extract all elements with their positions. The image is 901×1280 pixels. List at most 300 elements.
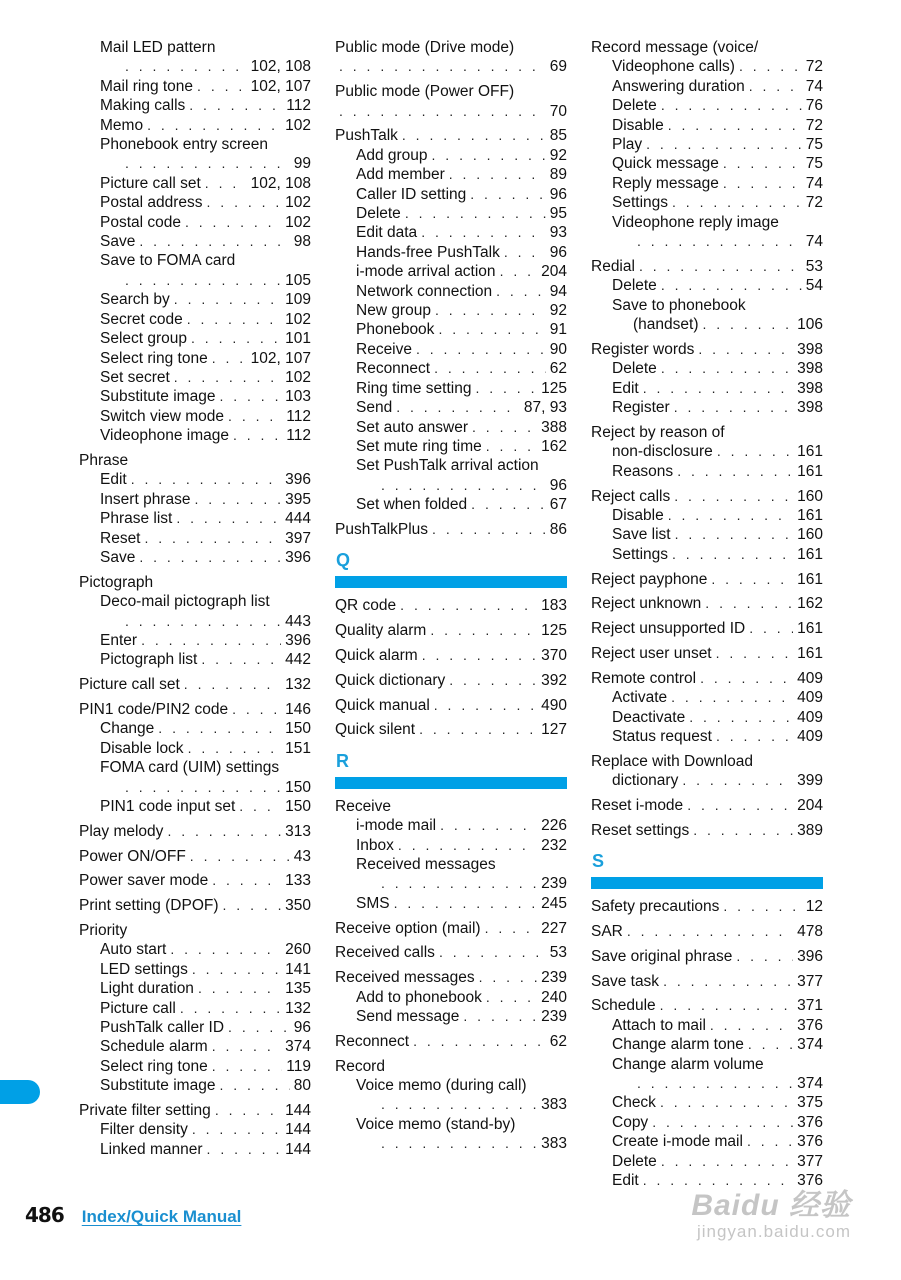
page-reference: 161 [797,506,823,524]
dot-leader [747,1132,793,1151]
index-entry [335,1032,567,1051]
index-entry [591,487,823,565]
index-term: Save to FOMA card [100,252,236,270]
index-subentry [591,1093,823,1112]
dot-leader [660,996,793,1015]
index-term: Activate [612,689,668,707]
index-subentry [79,116,311,135]
index-line [335,379,567,398]
index-line [591,296,823,315]
page-reference: 101 [285,330,311,348]
index-subentry [591,296,823,335]
index-line [79,387,311,406]
index-term: Deco-mail pictograph list [100,593,270,611]
index-term: Edit data [356,224,418,242]
index-line [591,771,823,790]
index-line [591,1055,823,1074]
index-line [335,320,567,339]
dot-leader [668,116,802,135]
dot-leader [141,631,281,650]
index-entry [79,896,311,915]
dot-leader [215,1101,281,1120]
index-line [335,1134,567,1153]
dot-leader [207,193,282,212]
index-entry [335,38,567,77]
dot-leader [687,796,793,815]
page-reference: 135 [285,980,311,998]
index-subentry [79,232,311,251]
section-letter: R [336,750,349,771]
index-line [79,650,311,669]
index-term: Postal address [100,194,203,212]
dot-leader [639,257,802,276]
page-reference: 102 [285,213,311,231]
index-line [591,1132,823,1151]
page-reference: 146 [285,700,311,718]
index-term: Edit [100,471,127,489]
index-line [335,476,567,495]
page-reference: 377 [797,1152,823,1170]
index-line [335,696,567,715]
page-reference: 96 [549,185,567,203]
index-subentry [591,276,823,295]
index-line [335,282,567,301]
index-term: non-disclosure [612,443,713,461]
index-subentry [79,1018,311,1037]
index-subentry [335,262,567,281]
index-subentry [79,1076,311,1095]
page-reference: 388 [541,418,567,436]
index-subentry [591,213,823,252]
index-subentry [591,525,823,544]
page-reference: 85 [549,127,567,145]
index-term: New group [356,302,431,320]
dot-leader [405,204,546,223]
page-reference: 87, 93 [523,399,567,417]
dot-leader [668,506,793,525]
dot-leader [192,1120,281,1139]
index-subentry [591,193,823,212]
index-term: Postal code [100,213,181,231]
dot-leader [398,836,537,855]
index-line [335,621,567,640]
page-reference: 376 [797,1171,823,1189]
index-term: Reasons [612,462,674,480]
watermark [691,1180,851,1242]
index-subentry [591,1035,823,1054]
index-line [335,146,567,165]
dot-leader [716,727,793,746]
dot-leader [381,1095,537,1114]
index-line [591,38,823,57]
index-term: Register words [591,340,695,358]
index-entry [591,340,823,418]
index-term: Reset settings [591,821,690,839]
index-term: Add group [356,146,428,164]
dot-leader [702,315,793,334]
index-term: Light duration [100,980,194,998]
index-term: dictionary [612,772,679,790]
index-subentry [79,96,311,115]
dot-leader [197,77,247,96]
index-line [79,960,311,979]
page-reference: 103 [285,388,311,406]
index-subentry [335,320,567,339]
index-line [335,82,567,101]
index-line [591,57,823,76]
index-term: Picture call [100,999,176,1017]
page-reference: 204 [541,263,567,281]
dot-leader [212,1057,283,1076]
index-line [591,1093,823,1112]
index-line [79,631,311,650]
index-entry [335,720,567,739]
page-reference: 112 [286,97,311,115]
index-subentry [79,719,311,738]
index-line [591,96,823,115]
dot-leader [674,398,793,417]
index-term: Set when folded [356,496,468,514]
page-reference: 67 [549,496,567,514]
dot-leader [449,671,537,690]
index-term: Quick manual [335,696,430,714]
index-subentry [79,77,311,96]
dot-leader [219,387,281,406]
index-subentry [79,509,311,528]
index-term: Disable lock [100,739,184,757]
dot-leader [643,379,793,398]
index-line [591,594,823,613]
page-reference: 102, 107 [250,349,311,367]
page-reference: 374 [797,1036,823,1054]
page-reference: 239 [541,969,567,987]
index-term: Videophone calls) [612,58,735,76]
index-term: Delete [612,97,657,115]
index-term: Phrase list [100,510,173,528]
index-term: Redial [591,257,635,275]
page-reference: 12 [805,898,823,916]
dot-leader [125,778,281,797]
section-letter: S [592,851,605,872]
dot-leader [219,1076,289,1095]
dot-leader [652,1113,793,1132]
index-subentry [591,1152,823,1171]
side-tab-marker [0,1080,40,1104]
index-term: Register [612,399,670,417]
index-line [79,979,311,998]
index-line [335,418,567,437]
page-reference: 102, 107 [250,77,311,95]
index-term: Phonebook entry screen [100,136,269,154]
page-reference: 409 [797,727,823,745]
index-term: QR code [335,597,397,615]
index-line [591,996,823,1015]
index-subentry [79,592,311,631]
index-term: Change alarm tone [612,1036,744,1054]
section-header-r [335,751,567,789]
page-reference: 409 [797,669,823,687]
index-term: Replace with Download [591,752,753,770]
index-column-1 [79,38,311,1159]
dot-leader [394,894,538,913]
index-entry [335,520,567,539]
index-line [335,816,567,835]
page-reference: 398 [797,360,823,378]
section-title-link[interactable]: Index/Quick Manual [81,1207,242,1226]
dot-leader [449,165,546,184]
index-line [335,359,567,378]
page-reference: 74 [805,233,823,251]
index-term: Substitute image [100,1077,216,1095]
index-term: Receive [356,340,412,358]
index-term: Search by [100,291,170,309]
dot-leader [187,310,281,329]
index-line [79,592,311,611]
dot-leader [158,719,281,738]
section-bar [591,877,823,889]
index-subentry [591,135,823,154]
dot-leader [698,340,793,359]
index-subentry [79,470,311,489]
index-line [335,204,567,223]
index-term: Pictograph [79,573,154,591]
index-term: Save task [591,972,660,990]
index-term: Videophone image [100,427,229,445]
index-term: PIN1 code input set [100,798,236,815]
index-line [591,379,823,398]
index-term: Phrase [79,451,129,469]
index-line [79,193,311,212]
dot-leader [185,213,281,232]
section-header-s [591,851,823,889]
dot-leader [381,476,546,495]
index-entry [591,972,823,991]
index-line [335,262,567,281]
page-reference: 150 [285,778,311,796]
dot-leader [463,1007,537,1026]
index-line [591,77,823,96]
page-reference: 377 [797,972,823,990]
page-number: 486 [25,1203,64,1227]
dot-leader [716,644,794,663]
index-line [335,38,567,57]
dot-leader [496,282,546,301]
index-term: Send message [356,1007,460,1025]
index-subentry [335,1007,567,1026]
index-term: Received calls [335,944,435,962]
index-term: Save list [612,526,671,544]
index-term: Inbox [356,836,394,854]
index-entry [335,943,567,962]
page-reference: 490 [541,696,567,714]
index-line [591,947,823,966]
page-reference: 239 [541,875,567,893]
index-entry [79,675,311,694]
index-line [79,213,311,232]
index-line [335,165,567,184]
page-reference: 96 [549,476,567,494]
index-line [79,96,311,115]
index-term: Ring time setting [356,379,472,397]
index-line [335,943,567,962]
dot-leader [381,1134,537,1153]
dot-leader [627,922,793,941]
index-line [335,720,567,739]
dot-leader [212,1037,281,1056]
index-term: Set mute ring time [356,437,482,455]
index-line [335,243,567,262]
index-term: Priority [79,921,128,939]
index-line [79,719,311,738]
index-subentry [591,708,823,727]
dot-leader [125,271,281,290]
index-entry [79,921,311,1096]
page-reference: 109 [285,291,311,309]
index-subentry [591,96,823,115]
index-term: i-mode mail [356,817,437,835]
index-line [79,232,311,251]
index-term: Voice memo (during call) [356,1076,527,1094]
dot-leader [191,329,281,348]
page-reference: 376 [797,1133,823,1151]
index-term: Picture call set [100,174,201,192]
page-reference: 106 [797,316,823,334]
page-reference: 183 [541,597,567,615]
page-reference: 99 [293,155,311,173]
index-subentry [591,77,823,96]
index-line [335,102,567,121]
index-term: Power saver mode [79,872,209,890]
index-subentry [335,340,567,359]
index-subentry [335,988,567,1007]
index-line [591,619,823,638]
dot-leader [207,1140,282,1159]
index-subentry [335,185,567,204]
page-reference: 102, 108 [250,58,311,76]
page-reference: 102 [285,116,311,134]
index-entry [335,646,567,665]
index-entry [335,126,567,514]
index-term: Reject calls [591,487,671,505]
index-line [79,797,311,816]
index-subentry [79,529,311,548]
index-term: Public mode (Power OFF) [335,83,515,101]
index-line [79,271,311,290]
index-line [79,1140,311,1159]
dot-leader [223,896,282,915]
index-line [79,758,311,777]
index-entry [591,619,823,638]
page-reference: 74 [805,174,823,192]
dot-leader [422,646,537,665]
dot-leader [201,650,281,669]
index-subentry [79,940,311,959]
page-reference: 399 [797,772,823,790]
index-line [335,495,567,514]
index-line [591,340,823,359]
index-subentry [335,1076,567,1115]
page-reference: 96 [549,243,567,261]
index-entry [591,570,823,589]
index-subentry [335,437,567,456]
index-line [79,509,311,528]
dot-leader [682,771,793,790]
index-entry [591,821,823,840]
index-subentry [79,999,311,1018]
dot-leader [672,193,802,212]
index-subentry [335,456,567,495]
dot-leader [485,919,538,938]
dot-leader [710,1016,793,1035]
page-reference: 95 [549,205,567,223]
page-reference: 161 [797,443,823,461]
page-reference: 245 [541,894,567,912]
index-subentry [79,548,311,567]
index-subentry [335,301,567,320]
page-reference: 92 [549,302,567,320]
index-term: PushTalk caller ID [100,1019,225,1037]
index-line [591,688,823,707]
page-reference: 144 [285,1102,311,1120]
page-reference: 374 [285,1038,311,1056]
page-reference: 398 [797,340,823,358]
dot-leader [693,821,793,840]
page-reference: 397 [285,529,311,547]
dot-leader [232,700,281,719]
dot-leader [500,262,538,281]
index-line [335,301,567,320]
index-line [79,38,311,57]
index-term: Schedule [591,997,656,1015]
dot-leader [661,96,802,115]
index-line [591,487,823,506]
index-entry [79,822,311,841]
index-term: Quick alarm [335,646,418,664]
index-line [335,855,567,874]
index-entry [591,996,823,1190]
index-subentry [335,1115,567,1154]
index-term: Delete [612,277,657,295]
index-entry [591,644,823,663]
index-line [79,290,311,309]
index-line [591,359,823,378]
dot-leader [180,999,281,1018]
index-entry [591,947,823,966]
page-reference: 69 [549,58,567,76]
index-subentry [79,38,311,77]
page-reference: 150 [285,720,311,738]
index-line [79,1101,311,1120]
index-term: Send [356,399,393,417]
page-reference: 53 [805,257,823,275]
index-line [591,752,823,771]
index-line [591,174,823,193]
dot-leader [689,708,793,727]
dot-leader [700,669,793,688]
page-reference: 62 [549,1032,567,1050]
index-subentry [591,116,823,135]
page-footer [25,1203,241,1229]
section-bar [335,777,567,789]
index-term: Reject unknown [591,595,702,613]
page-reference: 395 [285,490,311,508]
index-line [335,456,567,475]
index-line [79,174,311,193]
dot-leader [339,57,546,76]
index-subentry [79,490,311,509]
index-line [79,778,311,797]
index-column-3 [591,38,823,1190]
